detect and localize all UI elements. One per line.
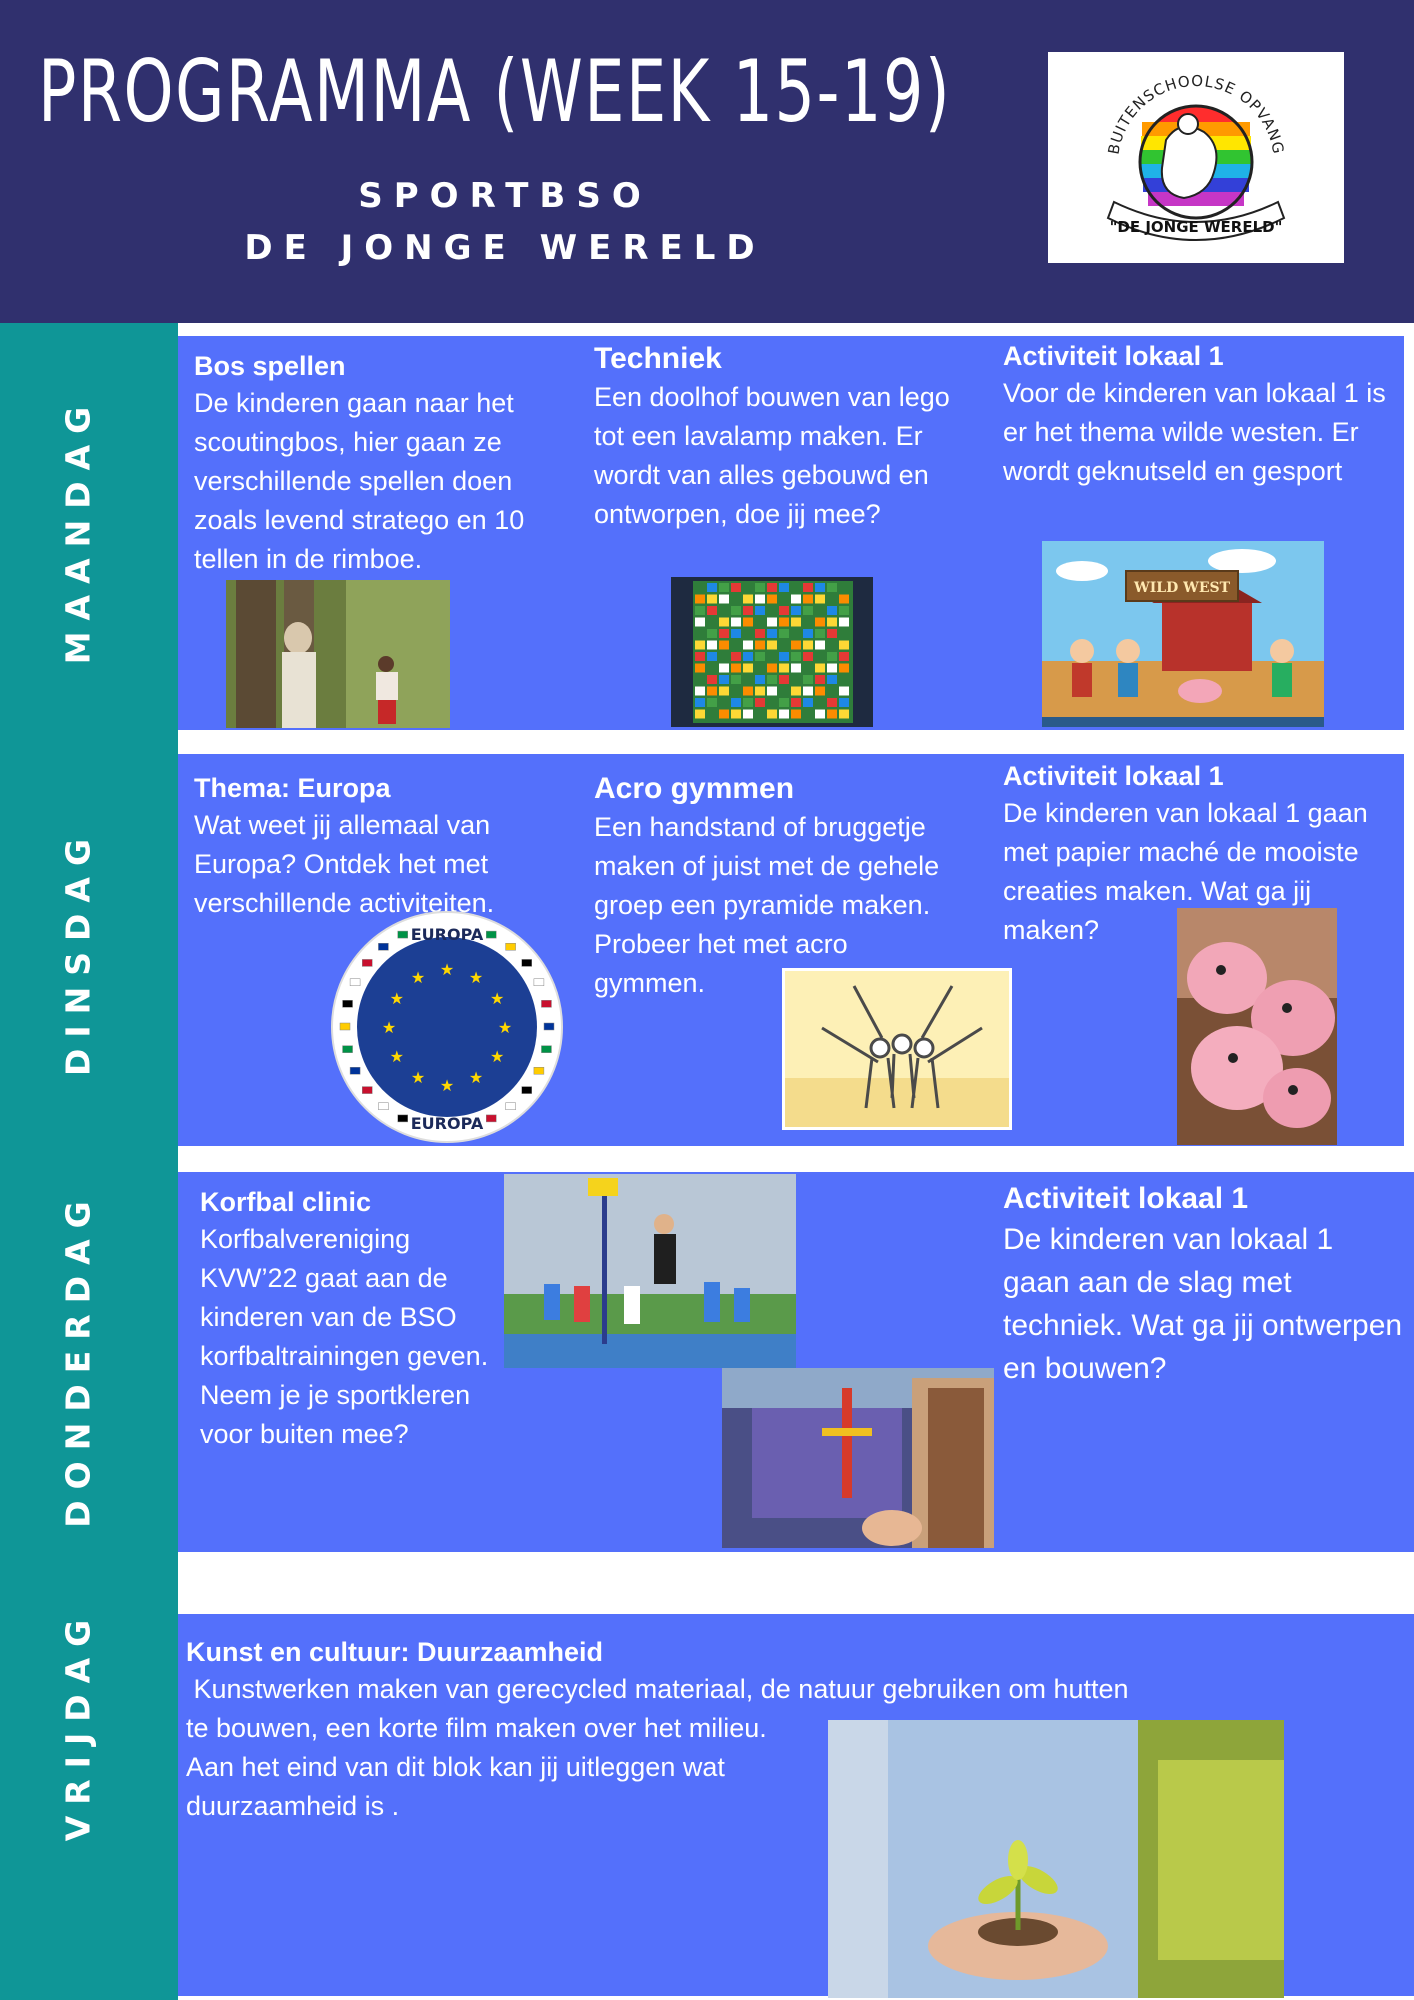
tuesday-acro-title: Acro gymmen [594,772,795,805]
tuesday-acro-text: Een handstand of bruggetje maken of juist met de gehele groep een pyramide maken. Probeer het met acro gymmen. [594,811,940,998]
tuesday-europa-block [194,772,524,923]
friday-kunst-line4: duurzaamheid is . [186,1790,400,1821]
logo-globe-icon [1048,52,1344,263]
svg-text:★: ★ [410,969,426,987]
subtitle-de-jonge-wereld: DE JONGE WERELD [244,228,766,268]
logo-arc-text: BUITENSCHOOLSE OPVANG [1104,71,1288,156]
robotics-kit-image [722,1368,994,1548]
tuesday-europa-text: Wat weet jij allemaal van Europa? Ontdek het met verschillende activiteiten. [194,809,495,918]
svg-text:★: ★ [381,1020,397,1037]
svg-text:★: ★ [490,991,505,1008]
korfbal-clinic-image [504,1174,796,1368]
svg-text:★: ★ [468,969,484,987]
lego-maze-image [671,577,873,727]
monday-bos-block [194,350,564,579]
plant-in-hands-image [828,1720,1284,1998]
svg-text:★: ★ [410,1070,426,1088]
wild-west-image [1042,541,1324,727]
monday-techniek-text: Een doolhof bouwen van lego tot een lavalamp maken. Er wordt van alles gebouwd en ontworpen, doe jij mee? [594,381,950,529]
tuesday-lokaal-text: De kinderen van lokaal 1 gaan met papier maché de mooiste creaties maken. Wat ga jij maken? [1003,797,1368,945]
friday-kunst-line2: te bouwen, een korte film maken over het milieu. [186,1712,767,1743]
logo [1048,52,1344,263]
thursday-lokaal-block [1003,1180,1403,1390]
thursday-lokaal-title: Activiteit lokaal 1 [1003,1182,1249,1215]
friday-kunst-title: Kunst en cultuur: Duurzaamheid [186,1637,604,1667]
day-label-friday: VRIJDAG [58,1608,98,1842]
monday-techniek-block [594,340,964,534]
paper-mache-pigs-image [1177,908,1337,1145]
day-label-monday: MAANDAG [58,395,98,665]
monday-bos-text: De kinderen gaan naar het scoutingbos, hier gaan ze verschillende spellen doen zoals levend stratego en 10 tellen in de rimboe. [194,387,525,574]
acro-gym-image [782,968,1012,1130]
day-label-thursday: DONDERDAG [58,1190,98,1528]
tuesday-lokaal-title: Activiteit lokaal 1 [1003,761,1224,791]
svg-text:★: ★ [389,1049,404,1066]
eu-badge-top-text: EUROPA [410,925,484,944]
wild-west-sign: WILD WEST [1133,580,1231,596]
monday-lokaal-title: Activiteit lokaal 1 [1003,341,1224,371]
subtitle-sportbso: SPORTBSO [358,176,652,216]
tuesday-europa-title: Thema: Europa [194,773,391,803]
svg-text:★: ★ [468,1070,484,1088]
day-strip [0,323,178,2000]
forest-children-image [226,580,450,728]
eu-badge-bottom-text: EUROPA [410,1114,484,1133]
day-label-tuesday: DINSDAG [58,827,98,1077]
page-title: PROGRAMMA (WEEK 15-19) [38,42,952,142]
svg-text:★: ★ [439,1078,455,1095]
svg-text:★: ★ [490,1049,505,1066]
logo-banner-text: "DE JONGE WERELD" [1109,218,1283,236]
monday-techniek-title: Techniek [594,342,722,375]
monday-bos-title: Bos spellen [194,351,346,381]
thursday-korfbal-text: Korfbalvereniging KVW’22 gaat aan de kinderen van de BSO korfbaltrainingen geven. Neem je je sportkleren voor buiten mee? [200,1223,489,1449]
monday-lokaal-text: Voor de kinderen van lokaal 1 is er het thema wilde westen. Er wordt geknutseld en gesport [1003,377,1386,486]
friday-kunst-line1: Kunstwerken maken van gerecycled materiaal, de natuur gebruiken om hutten [186,1673,1129,1704]
svg-text:★: ★ [497,1020,513,1037]
svg-text:★: ★ [439,962,455,979]
thursday-lokaal-text: De kinderen van lokaal 1 gaan aan de slag met techniek. Wat ga jij ontwerpen en bouwen? [1003,1222,1403,1385]
thursday-korfbal-title: Korfbal clinic [200,1187,372,1217]
monday-lokaal-block [1003,340,1403,491]
friday-kunst-line3: Aan het eind van dit blok kan jij uitleggen wat [186,1751,725,1782]
europe-badge-image [330,910,564,1144]
svg-text:★: ★ [389,991,404,1008]
thursday-korfbal-block [200,1186,510,1454]
